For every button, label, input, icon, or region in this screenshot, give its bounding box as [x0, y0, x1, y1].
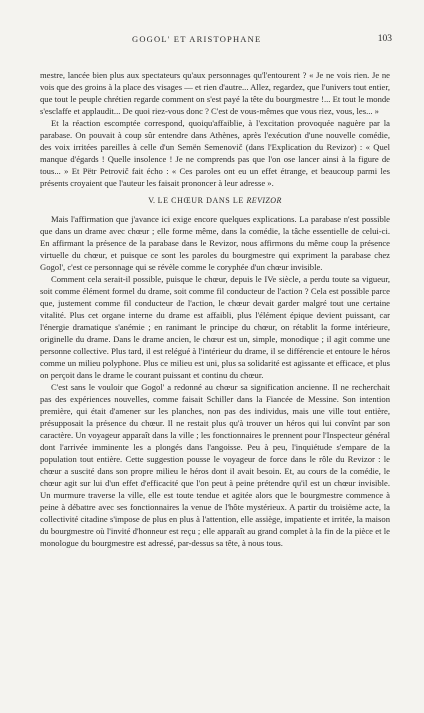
body-text — [40, 69, 390, 549]
section-title: LE CHŒUR DANS LE — [157, 196, 244, 205]
section-title-italic: REVIZOR — [246, 196, 282, 205]
section-heading — [40, 195, 390, 207]
paragraph: C'est sans le vouloir que Gogol' a redonné au chœur sa signification ancienne. Il ne recherchait pas des expériences nouvelles, comme faisait Schiller dans la Fiancée de Messine. Son intention première, qui était d'amener sur les planches, non pas des individus, mais une ville tout entière, présupposait la présence du chœur. Il ne restait plus qu'à trouver un héros qui lui convînt par son caractère. Un voyageur apparaît dans la ville ; les fonctionnaires le prennent pour l'Inspecteur général dont l'arrivée imminente les a plongés dans l'angoisse. Peu à peu, l'inquiétude s'empare de la population tout entière. Cette suggestion pousse le voyageur de force dans le rôle du Revizor : le chœur a suscité dans son propre milieu le héros dont il avait besoin. Et, au cours de la comédie, le chœur agit sur lui d'un effet d'efficacité que l'on peut à peine prétendre qu'il est un chœur invisible. Un murmure traverse la ville, elle est toute tendue et agitée alors que le bourgmestre commence à peine à débattre avec ses fonctionnaires la venue de l'hôte mystérieux. A partir du troisième acte, la collectivité citadine s'impose de plus en plus à l'attention, elle assiège, impatiente et irritée, la maison du bourgmestre où l'invité d'honneur est reçu ; elle apparaît au grand complet à la fin de la pièce et le monologue du bourgmestre est adressé, par-dessus sa tête, à nous tous. — [40, 382, 390, 548]
page-number: 103 — [377, 34, 392, 44]
page-header — [40, 34, 392, 48]
section-number: V. — [148, 196, 155, 205]
paragraph: Comment cela serait-il possible, puisque le chœur, depuis le IVe siècle, a perdu toute sa vigueur, soit comme élément formel du drame, soit comme fil conducteur de l'action ? Cela est possible parce que, justement comme fil conducteur de l'action, le chœur devait garder malgré tout une certaine vitalité. Plus cet organe interne du drame est affaibli, plus l'élément épique devient puissant, car l'énergie dramatique s'anémie ; en ranimant le principe du chœur, on rétablit la forme intérieure, originelle du drame. Dans le drame ancien, le chœur est un, simple, monodique ; il agit comme une personne collective. Plus tard, il est relégué à l'intérieur du drame, il se différencie et entoure le héros comme un milieu polyphone. Plus ce milieu est uni, plus sa solidarité est agissante et efficace, et plus on perçoit dans le drame le courant puissant et continu du chœur. — [40, 274, 390, 380]
paragraph: Mais l'affirmation que j'avance ici exige encore quelques explications. La parabase n'est possible que dans un drame avec chœur ; elle forme même, dans la comédie, la tâche essentielle de celui-ci. En affirmant la présence de la parabase dans le Revizor, nous affirmons du même coup la présence virtuelle du chœur, et puisque ce sont les paroles du bourgmestre qui expriment la parabase chez Gogol', c'est ce personnage qui se révèle comme le coryphée d'un chœur invisible. — [40, 214, 390, 272]
paragraph-continued: mestre, lancée bien plus aux spectateurs qu'aux personnages qu'l'entourent ? « Je ne vois rien. Je ne vois que des groins à la place des visages — et rien d'autre... Allez, regardez, que l'univers tout entier, que tout le peuple chrétien regarde comment on s'est payé la tête du bourgmestre !... Et tout le monde s'esclaffe et applaudit... De quoi riez-vous donc ? C'est de vous-mêmes que vous riez, vous, les... » — [40, 70, 390, 116]
running-title: GOGOL' ET ARISTOPHANE — [132, 34, 262, 44]
paragraph: Et la réaction escomptée correspond, quoiqu'affaiblie, à l'excitation provoquée naguère par la parabase. On pouvait à coup sûr entendre dans Athènes, après l'exécution d'une nouvelle comédie, des voix irritées pareilles à celle d'un Semën Semenovič (dans l'Explication du Revizor) : « Quel manque d'égards ! Quelle insolence ! Je ne comprends pas que l'on ose lancer ainsi à la figure de tous... » Et Pëtr Petrovič fait écho : « Ces paroles ont eu un effet étrange, et beaucoup parmi les présents croyaient que l'auteur les faisait prononcer à leur adresse ». — [40, 118, 390, 188]
